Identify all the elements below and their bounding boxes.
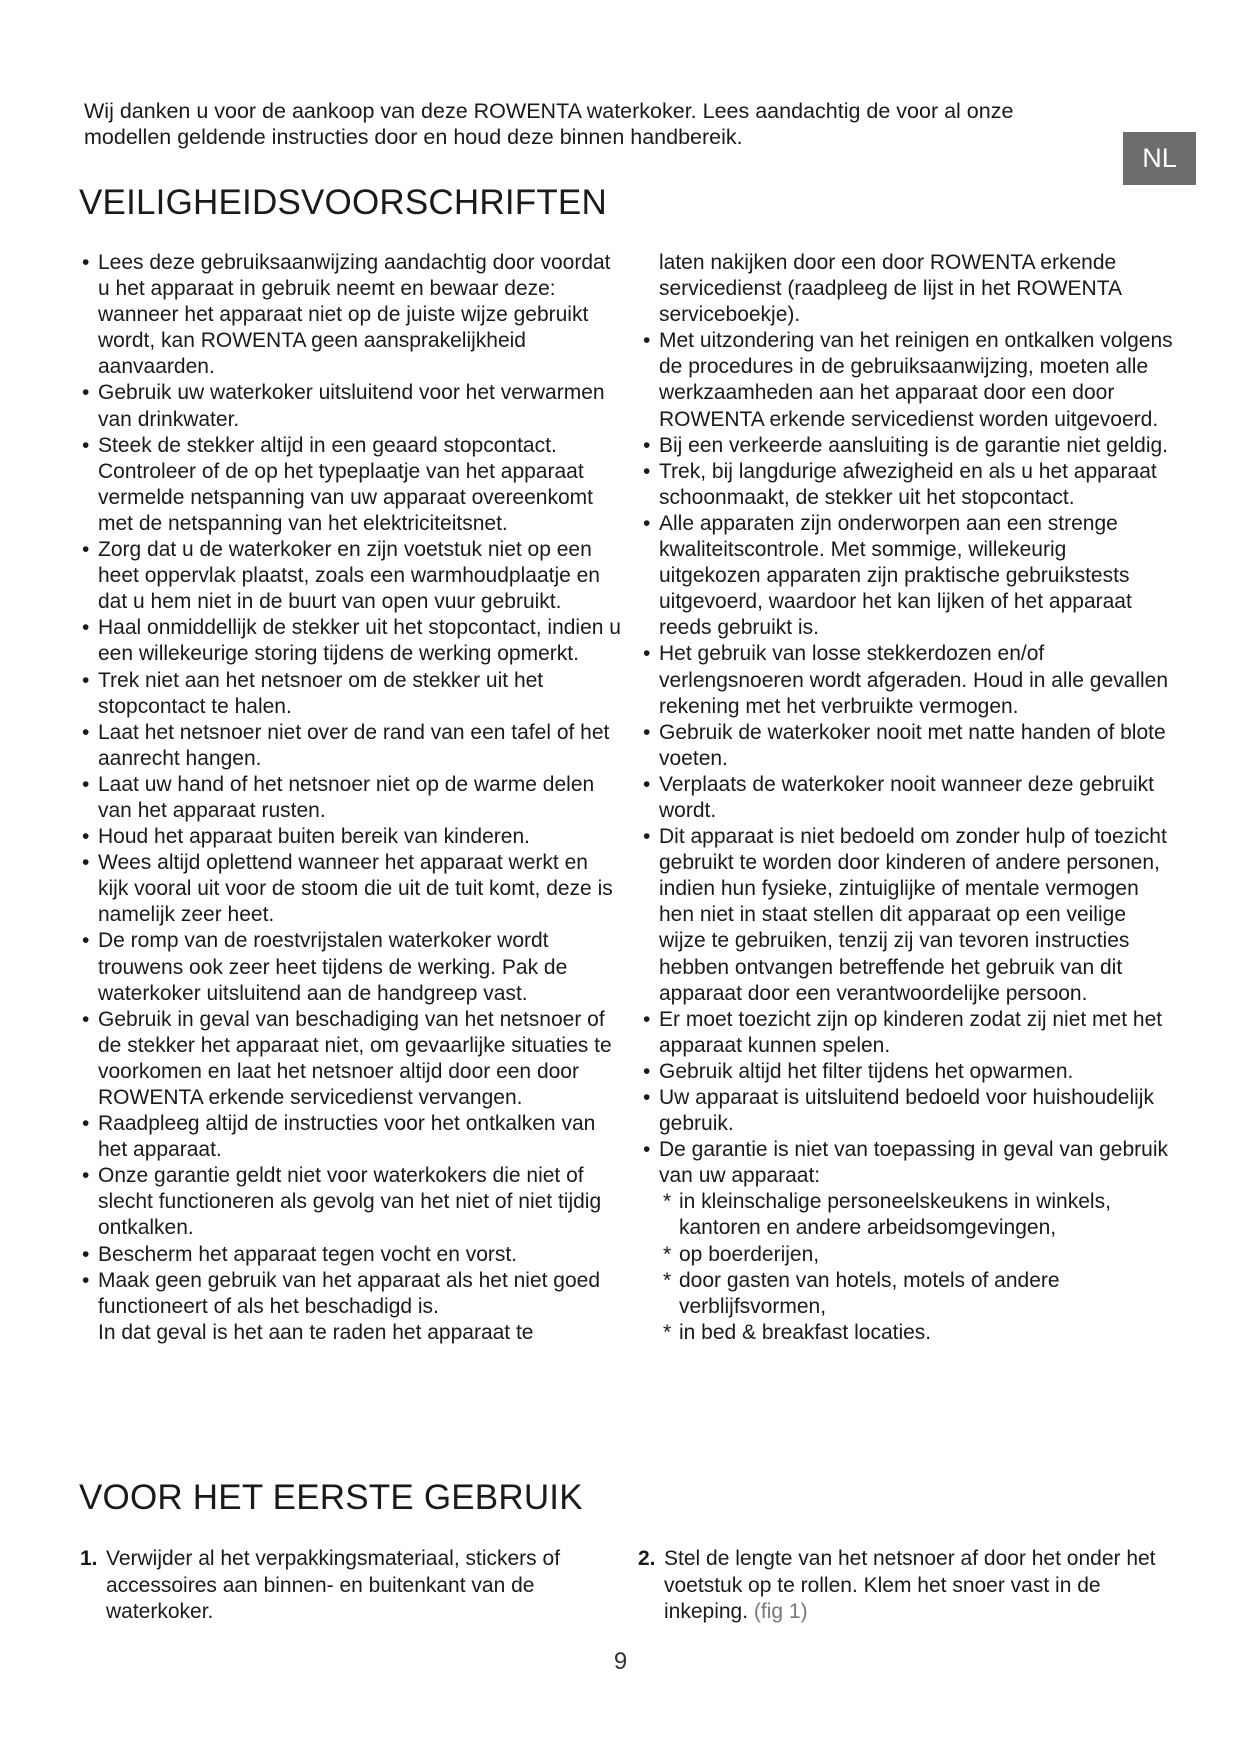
asterisk-marker: *	[663, 1320, 672, 1344]
page-number: 9	[613, 1648, 628, 1675]
safety-item: • Haal onmiddellijk de stekker uit het stopcontact, indien u een willekeurige storing tijdens de werking opmerkt.	[82, 615, 622, 667]
first-use-step-list-left	[80, 1546, 610, 1626]
safety-item: • Bescherm het apparaat tegen vocht en vorst.	[82, 1242, 622, 1268]
sub-item-text: door gasten van hotels, motels of andere verblijfsvormen,	[679, 1268, 1060, 1318]
first-use-step	[80, 1546, 610, 1626]
first-use-step-list-right	[638, 1546, 1178, 1626]
language-tab: NL	[1123, 132, 1196, 185]
sub-item	[643, 1268, 1173, 1320]
figure-reference: (fig 1)	[753, 1600, 808, 1624]
sub-item	[643, 1242, 1173, 1268]
safety-list-right	[643, 250, 1173, 1346]
safety-item: • Raadpleeg altijd de instructies voor het ontkalken van het apparaat.	[82, 1111, 622, 1163]
safety-item-continued: In dat geval is het aan te raden het apparaat te	[98, 1320, 534, 1344]
safety-item: • De garantie is niet van toepassing in geval van gebruik van uw apparaat:	[643, 1137, 1173, 1189]
safety-item: • Houd het apparaat buiten bereik van kinderen.	[82, 824, 622, 850]
sub-item-text: in kleinschalige personeelskeukens in winkels, kantoren en andere arbeidsomgevingen,	[679, 1190, 1111, 1240]
sub-item	[643, 1320, 1173, 1346]
safety-item: • Verplaats de waterkoker nooit wanneer deze gebruikt wordt.	[643, 772, 1173, 824]
sub-item	[643, 1189, 1173, 1241]
safety-item: • Laat uw hand of het netsnoer niet op de warme delen van het apparaat rusten.	[82, 772, 622, 824]
safety-item: • Met uitzondering van het reinigen en ontkalken volgens de procedures in de gebruiksaanwijzing, moeten alle werkzaamheden aan het apparaat door een door ROWENTA erkende servicedienst worden uitgevoerd.	[643, 328, 1173, 432]
safety-item: • Trek, bij langdurige afwezigheid en als u het apparaat schoonmaakt, de stekker uit het stopcontact.	[643, 459, 1173, 511]
safety-item: • Lees deze gebruiksaanwijzing aandachtig door voordat u het apparaat in gebruik neemt en bewaar deze: wanneer het apparaat niet op de juiste wijze gebruikt wordt, kan ROWENTA geen aansprakelijkheid aanvaarden.	[82, 250, 622, 380]
safety-item: • Steek de stekker altijd in een geaard stopcontact. Controleer of de op het typeplaatje van het apparaat vermelde netspanning van uw apparaat overeenkomt met de netspanning van het elektriciteitsnet.	[82, 433, 622, 537]
first-use-title: VOOR HET EERSTE GEBRUIK	[79, 1478, 583, 1517]
safety-item: • Gebruik uw waterkoker uitsluitend voor het verwarmen van drinkwater.	[82, 380, 622, 432]
asterisk-marker: *	[663, 1242, 672, 1266]
step-number: 2.	[638, 1547, 656, 1570]
safety-item: • Onze garantie geldt niet voor waterkokers die niet of slecht functioneren als gevolg van het niet of niet tijdig ontkalken.	[82, 1163, 622, 1241]
safety-item: • Het gebruik van losse stekkerdozen en/of verlengsnoeren wordt afgeraden. Houd in alle gevallen rekening met het verbruikte vermogen.	[643, 641, 1173, 719]
asterisk-marker: *	[663, 1190, 672, 1214]
safety-item: • Gebruik in geval van beschadiging van het netsnoer of de stekker het apparaat niet, om gevaarlijke situaties te voorkomen en laat het netsnoer altijd door een door ROWENTA erkende servicedienst vervangen.	[82, 1007, 622, 1111]
safety-item: • Gebruik de waterkoker nooit met natte handen of blote voeten.	[643, 720, 1173, 772]
intro-text: Wij danken u voor de aankoop van deze ROWENTA waterkoker. Lees aandachtig de voor al onze modellen geldende instructies door en houd deze binnen handbereik.	[84, 99, 1014, 149]
safety-item: • Alle apparaten zijn onderworpen aan een strenge kwaliteitscontrole. Met sommige, willekeurig uitgekozen apparaten zijn praktische gebruikstests uitgevoerd, waardoor het kan lijken of het apparaat reeds gebruikt is.	[643, 511, 1173, 641]
safety-item: • Er moet toezicht zijn op kinderen zodat zij niet met het apparaat kunnen spelen.	[643, 1007, 1173, 1059]
step-text: Stel de lengte van het netsnoer af door het onder het voetstuk op te rollen. Klem het snoer vast in de inkeping.	[664, 1547, 1156, 1624]
safety-item: • Zorg dat u de waterkoker en zijn voetstuk niet op een heet oppervlak plaatst, zoals een warmhoudplaatje en dat u hem niet in de buurt van open vuur gebruikt.	[82, 537, 622, 615]
step-number: 1.	[80, 1547, 98, 1570]
safety-list-left	[82, 250, 622, 1346]
safety-item: • De romp van de roestvrijstalen waterkoker wordt trouwens ook zeer heet tijdens de werking. Pak de waterkoker uitsluitend aan de handgreep vast.	[82, 928, 622, 1006]
safety-item: • Maak geen gebruik van het apparaat als het niet goed functioneert of als het beschadigd is.	[82, 1268, 622, 1320]
safety-item: • Bij een verkeerde aansluiting is de garantie niet geldig.	[643, 433, 1173, 459]
sub-item-text: op boerderijen,	[679, 1242, 820, 1266]
safety-item: • Gebruik altijd het filter tijdens het opwarmen.	[643, 1059, 1173, 1085]
safety-title: VEILIGHEIDSVOORSCHRIFTEN	[79, 183, 607, 222]
safety-item: • Trek niet aan het netsnoer om de stekker uit het stopcontact te halen.	[82, 668, 622, 720]
step-text: Verwijder al het verpakkingsmateriaal, stickers of accessoires aan binnen- en buitenkant van de waterkoker.	[106, 1547, 561, 1624]
asterisk-marker: *	[663, 1268, 672, 1292]
first-use-step	[638, 1546, 1178, 1626]
safety-item-continued: laten nakijken door een door ROWENTA erkende servicedienst (raadpleeg de lijst in het ROWENTA serviceboekje).	[659, 251, 1121, 327]
safety-item: • Dit apparaat is niet bedoeld om zonder hulp of toezicht gebruikt te worden door kinderen of andere personen, indien hun fysieke, zintuiglijke of mentale vermogen hen niet in staat stellen dit apparaat op een veilige wijze te gebruiken, tenzij zij van tevoren instructies hebben ontvangen betreffende het gebruik van dit apparaat door een verantwoordelijke persoon.	[643, 824, 1173, 1007]
sub-item-text: in bed & breakfast locaties.	[679, 1320, 932, 1344]
safety-item: • Wees altijd oplettend wanneer het apparaat werkt en kijk vooral uit voor de stoom die uit de tuit komt, deze is namelijk zeer heet.	[82, 850, 622, 928]
safety-item: • Uw apparaat is uitsluitend bedoeld voor huishoudelijk gebruik.	[643, 1085, 1173, 1137]
safety-item: • Laat het netsnoer niet over de rand van een tafel of het aanrecht hangen.	[82, 720, 622, 772]
